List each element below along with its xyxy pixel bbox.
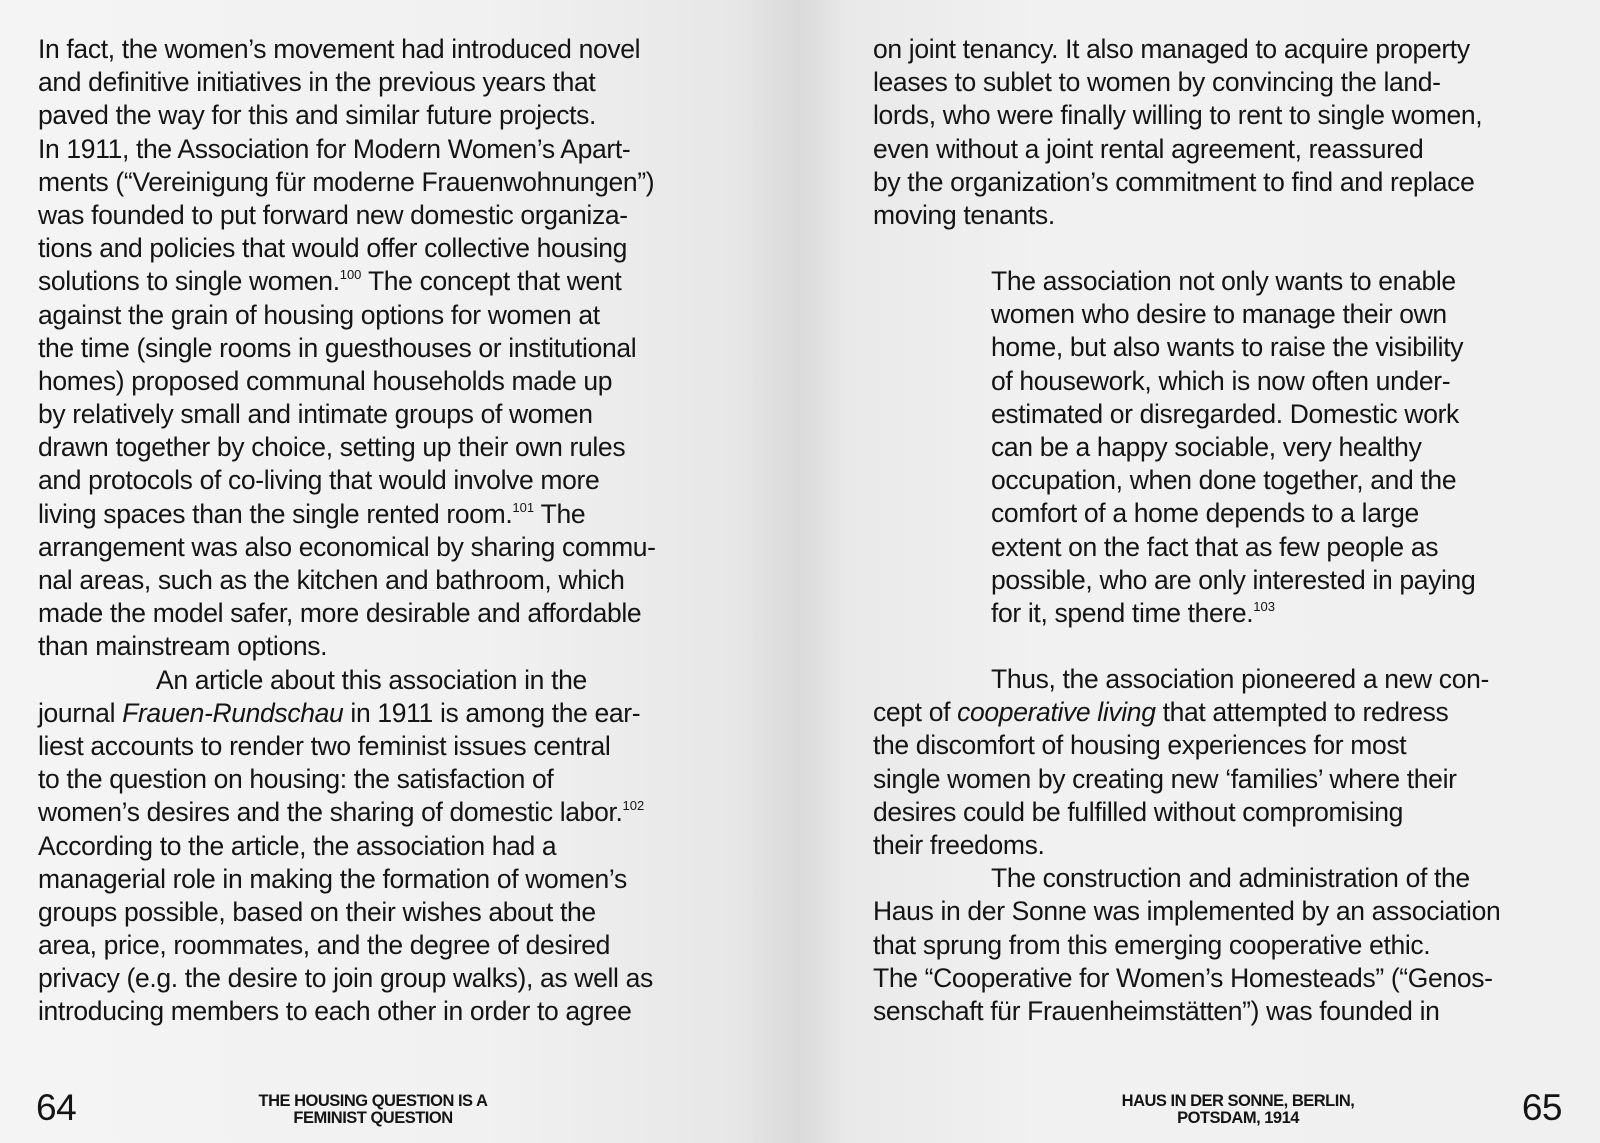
text-line: even without a joint rental agreement, reassured [873, 133, 1424, 164]
text-line: lords, who were finally willing to rent to single women, [873, 100, 1483, 131]
text-line: made the model safer, more desirable and affordable [38, 598, 642, 629]
text-line: drawn together by choice, setting up their own rules [38, 432, 626, 463]
running-head-line: FEMINIST QUESTION [293, 1109, 453, 1127]
right-body-text [873, 33, 1573, 232]
text-line: by the organization’s commitment to find and replace [873, 166, 1475, 197]
text-line: managerial role in making the formation of women’s [38, 863, 627, 894]
right-body-text-continued [873, 663, 1573, 1028]
text-segment: journal [38, 697, 116, 728]
text-line: their freedoms. [873, 829, 1045, 860]
text-line: on joint tenancy. It also managed to acquire property [873, 34, 1470, 64]
text-line: senschaft für Frauenheimstätten”) was founded in [873, 995, 1440, 1026]
quote-line: possible, who are only interested in paying [991, 564, 1476, 595]
text-line: tions and policies that would offer collective housing [38, 233, 628, 264]
text-line: paved the way for this and similar future projects. [38, 100, 597, 131]
quote-line: can be a happy sociable, very healthy [991, 431, 1422, 462]
text-line: In 1911, the Association for Modern Women’s Apart- [38, 133, 631, 164]
text-segment: cept of [873, 697, 951, 728]
journal-title: Frauen-Rundschau [122, 697, 344, 728]
running-head-line: HAUS IN DER SONNE, BERLIN, [1121, 1092, 1355, 1110]
emphasized-term: cooperative living [957, 697, 1156, 728]
text-segment: Thus, the association pioneered a new con- [991, 664, 1489, 694]
running-head-line: POTSDAM, 1914 [1177, 1109, 1299, 1127]
text-line: Haus in der Sonne was implemented by an association [873, 896, 1501, 927]
text-line [873, 663, 1573, 696]
text-line: privacy (e.g. the desire to join group walks), as well as [38, 963, 653, 994]
quote-line: home, but also wants to raise the visibility [991, 332, 1464, 363]
quote-line: estimated or disregarded. Domestic work [991, 398, 1459, 429]
text-line [38, 498, 758, 531]
quote-line: The association not only wants to enable [991, 266, 1456, 296]
text-line: that sprung from this emerging cooperative ethic. [873, 929, 1431, 960]
text-line: was founded to put forward new domestic organiza- [38, 199, 628, 230]
text-segment: The [534, 498, 586, 529]
page-number: 65 [1521, 1087, 1562, 1128]
quote-line: comfort of a home depends to a large [991, 498, 1419, 529]
running-head [1028, 1093, 1448, 1127]
text-line: and protocols of co-living that would involve more [38, 465, 600, 496]
text-line: liest accounts to render two feminist issues central [38, 730, 611, 761]
text-segment: solutions to single women. [38, 266, 340, 297]
footnote-ref-100[interactable]: 100 [339, 267, 362, 283]
text-line [873, 862, 1573, 895]
text-line [38, 796, 758, 829]
text-line: According to the article, the association had a [38, 830, 557, 861]
text-line: desires could be fulfilled without compromising [873, 796, 1404, 827]
footnote-ref-101[interactable]: 101 [512, 499, 535, 515]
text-line: moving tenants. [873, 199, 1055, 230]
page-number: 64 [36, 1087, 77, 1128]
text-line: single women by creating new ‘families’ where their [873, 763, 1457, 794]
text-segment: living spaces than the single rented room. [38, 498, 513, 529]
text-segment: An article about this association in the [156, 664, 587, 695]
text-line: by relatively small and intimate groups of women [38, 399, 593, 430]
text-segment: in 1911 is among the ear- [343, 697, 641, 728]
text-segment: for it, spend time there. [991, 597, 1254, 628]
quote-line [991, 597, 1571, 630]
text-line: homes) proposed communal households made up [38, 365, 613, 396]
left-body-text [38, 33, 758, 1029]
text-segment: that attempted to redress [1155, 697, 1449, 728]
text-line: The “Cooperative for Women’s Homesteads” (“Genos- [873, 962, 1493, 993]
text-line: the discomfort of housing experiences for most [873, 730, 1407, 761]
text-line [38, 265, 758, 298]
quote-line: occupation, when done together, and the [991, 465, 1457, 496]
text-line: to the question on housing: the satisfaction of [38, 764, 554, 795]
text-line: arrangement was also economical by sharing commu- [38, 531, 656, 562]
footnote-ref-102[interactable]: 102 [622, 798, 645, 814]
text-segment: The construction and administration of the [991, 863, 1470, 894]
text-line: nal areas, such as the kitchen and bathroom, which [38, 565, 625, 595]
quote-line: of housework, which is now often under- [991, 365, 1451, 396]
running-head-line: THE HOUSING QUESTION IS A [258, 1092, 488, 1110]
text-line: ments (“Vereinigung für moderne Frauenwohnungen”) [38, 166, 655, 197]
text-line [38, 697, 758, 730]
text-line [873, 696, 1573, 729]
text-segment: The concept that went [361, 266, 622, 297]
text-line: groups possible, based on their wishes about the [38, 896, 596, 927]
right-page [800, 0, 1600, 1143]
text-line: leases to sublet to women by convincing the land- [873, 67, 1441, 98]
text-line: introducing members to each other in order to agree [38, 996, 632, 1027]
text-line: the time (single rooms in guesthouses or institutional [38, 332, 637, 363]
text-line: than mainstream options. [38, 631, 328, 662]
text-line: against the grain of housing options for women at [38, 299, 600, 330]
text-segment: women’s desires and the sharing of domestic labor. [38, 797, 623, 828]
footnote-ref-103[interactable]: 103 [1253, 598, 1275, 614]
block-quote [991, 265, 1571, 630]
running-head [163, 1093, 583, 1127]
text-line: area, price, roommates, and the degree of desired [38, 930, 611, 961]
text-line: In fact, the women’s movement had introduced novel [38, 34, 641, 64]
quote-line: women who desire to manage their own [991, 299, 1447, 330]
text-line: and definitive initiatives in the previous years that [38, 67, 596, 98]
quote-line: extent on the fact that as few people as [991, 531, 1439, 562]
text-line [38, 664, 758, 697]
